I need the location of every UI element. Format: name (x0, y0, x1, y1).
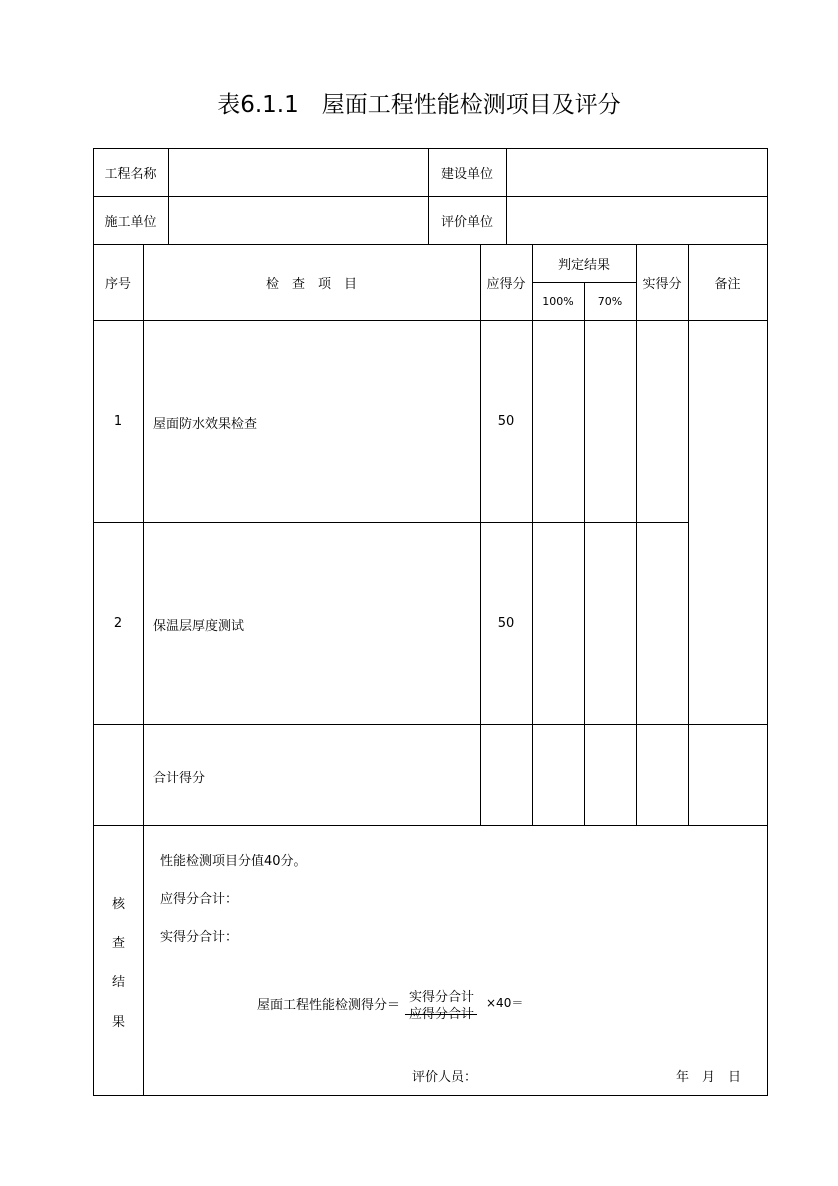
project-name-field[interactable] (168, 148, 428, 196)
row-due-score: 50 (497, 413, 515, 429)
check-line3: 实得分合计： (160, 930, 239, 945)
header-pct70: 70% (597, 294, 623, 308)
check-line1: 性能检测项目分值40分。 (160, 854, 307, 869)
row-item: 屋面防水效果检查 (153, 417, 258, 432)
side-char: 结 (112, 975, 126, 990)
side-char: 查 (112, 936, 126, 951)
header-pct100: 100% (542, 294, 574, 308)
evaluator-signature-label: 评价人员： (412, 1070, 478, 1085)
constructor-label: 施工单位 (104, 214, 157, 230)
evaluator-field[interactable] (506, 196, 767, 244)
date-label: 年 月 日 (676, 1070, 742, 1085)
formula-right: ×40＝ (486, 996, 524, 1010)
formula-left: 屋面工程性能检测得分＝ (257, 998, 401, 1013)
page-title: 表6.1.1 屋面工程性能检测项目及评分 (217, 92, 621, 118)
project-name-label: 工程名称 (104, 166, 157, 182)
header-remark: 备注 (714, 276, 741, 292)
check-line2: 应得分合计： (160, 892, 239, 907)
row-due-score: 50 (497, 615, 515, 631)
formula-denominator: 应得分合计 (409, 1007, 475, 1022)
builder-field[interactable] (506, 148, 767, 196)
header-index: 序号 (104, 276, 131, 292)
side-char: 果 (112, 1015, 126, 1030)
constructor-field[interactable] (168, 196, 428, 244)
header-actual-score: 实得分 (642, 276, 682, 292)
header-due-score: 应得分 (486, 276, 526, 292)
header-item: 检 查 项 目 (265, 276, 357, 292)
side-char: 核 (112, 897, 126, 912)
formula-numerator: 实得分合计 (409, 990, 475, 1005)
total-label: 合计得分 (153, 771, 206, 786)
header-judgement: 判定结果 (557, 257, 610, 273)
row-item: 保温层厚度测试 (153, 619, 245, 634)
row-index: 1 (113, 413, 123, 429)
evaluator-label: 评价单位 (440, 214, 493, 230)
row-index: 2 (113, 615, 123, 631)
builder-label: 建设单位 (440, 166, 493, 182)
